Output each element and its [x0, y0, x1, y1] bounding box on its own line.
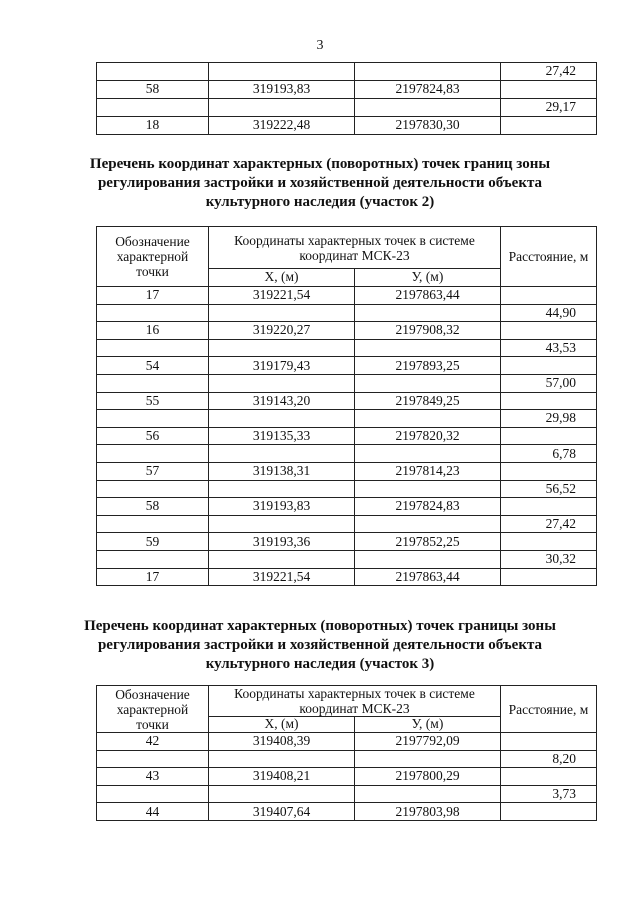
- cell-distance: 30,32: [501, 550, 597, 568]
- table-row: [97, 392, 597, 410]
- cell-point: 56: [97, 427, 209, 445]
- cell-point: [97, 410, 209, 428]
- cell-x: [209, 785, 355, 803]
- cell-distance: [501, 733, 597, 751]
- cell-y: [355, 750, 501, 768]
- cell-distance: 56,52: [501, 480, 597, 498]
- cell-x: 319179,43: [209, 357, 355, 375]
- table-row: [97, 304, 597, 322]
- column-header-y: У, (м): [355, 269, 501, 287]
- cell-point: [97, 374, 209, 392]
- cell-point: 42: [97, 733, 209, 751]
- cell-y: [355, 410, 501, 428]
- table-row: [97, 410, 597, 428]
- column-header-x: Х, (м): [209, 269, 355, 287]
- cell-point: [97, 785, 209, 803]
- cell-x: [209, 63, 355, 81]
- cell-distance: [501, 462, 597, 480]
- cell-distance: [501, 322, 597, 340]
- cell-x: 319407,64: [209, 803, 355, 821]
- cell-distance: [501, 81, 597, 99]
- cell-y: 2197908,32: [355, 322, 501, 340]
- table-row: [97, 550, 597, 568]
- table-row: [97, 322, 597, 340]
- column-header-y: У, (м): [355, 717, 501, 733]
- cell-y: [355, 304, 501, 322]
- column-header-point: Обозначение характерной точки: [97, 227, 209, 287]
- section-heading-area-3: Перечень координат характерных (поворотных) точек границы зоны регулирования застройки и хозяйственной деятельности объекта культурного наследия (участок 3): [84, 618, 556, 672]
- cell-y: 2197893,25: [355, 357, 501, 375]
- cell-point: 17: [97, 287, 209, 305]
- cell-x: [209, 445, 355, 463]
- cell-distance: 3,73: [501, 785, 597, 803]
- table-row: [97, 445, 597, 463]
- cell-distance: 6,78: [501, 445, 597, 463]
- cell-x: [209, 410, 355, 428]
- cell-point: 59: [97, 533, 209, 551]
- table-row: [97, 427, 597, 445]
- page-number: 3: [316, 38, 324, 53]
- cell-y: 2197820,32: [355, 427, 501, 445]
- cell-distance: 43,53: [501, 339, 597, 357]
- column-header-point: Обозначение характерной точки: [97, 686, 209, 733]
- table-row: [97, 750, 597, 768]
- table-row: [97, 117, 597, 135]
- table-body: [97, 63, 597, 135]
- cell-x: 319143,20: [209, 392, 355, 410]
- cell-y: 2197792,09: [355, 733, 501, 751]
- cell-x: 319220,27: [209, 322, 355, 340]
- cell-x: [209, 99, 355, 117]
- cell-distance: 29,98: [501, 410, 597, 428]
- cell-point: 44: [97, 803, 209, 821]
- cell-y: [355, 515, 501, 533]
- column-header-x: Х, (м): [209, 717, 355, 733]
- cell-distance: [501, 427, 597, 445]
- cell-y: 2197830,30: [355, 117, 501, 135]
- cell-y: 2197824,83: [355, 81, 501, 99]
- cell-x: 319221,54: [209, 568, 355, 586]
- column-header-coordinates: Координаты характерных точек в системе координат МСК-23: [209, 227, 501, 269]
- cell-point: 43: [97, 768, 209, 786]
- cell-point: 58: [97, 498, 209, 516]
- cell-distance: 27,42: [501, 515, 597, 533]
- cell-y: [355, 374, 501, 392]
- column-header-distance: Расстояние, м: [501, 686, 597, 733]
- coordinates-table-area-2: [96, 226, 597, 586]
- cell-x: [209, 515, 355, 533]
- table-row: [97, 462, 597, 480]
- cell-point: 16: [97, 322, 209, 340]
- cell-point: [97, 339, 209, 357]
- cell-x: [209, 750, 355, 768]
- cell-x: [209, 339, 355, 357]
- cell-x: 319193,36: [209, 533, 355, 551]
- section-heading-area-2: Перечень координат характерных (поворотных) точек границ зоны регулирования застройки и хозяйственной деятельности объекта культурного наследия (участок 2): [89, 156, 551, 210]
- cell-point: [97, 515, 209, 533]
- cell-distance: [501, 287, 597, 305]
- cell-y: 2197863,44: [355, 287, 501, 305]
- table-row: [97, 81, 597, 99]
- cell-y: 2197800,29: [355, 768, 501, 786]
- cell-distance: [501, 803, 597, 821]
- cell-point: [97, 750, 209, 768]
- coordinates-table-area-3: [96, 685, 597, 821]
- table-body: [97, 287, 597, 586]
- cell-x: [209, 374, 355, 392]
- table-row: [97, 785, 597, 803]
- cell-distance: [501, 768, 597, 786]
- table-row: [97, 498, 597, 516]
- cell-distance: [501, 117, 597, 135]
- cell-point: 17: [97, 568, 209, 586]
- cell-y: [355, 339, 501, 357]
- table-row: [97, 733, 597, 751]
- cell-point: [97, 99, 209, 117]
- cell-y: [355, 63, 501, 81]
- cell-distance: 44,90: [501, 304, 597, 322]
- table-row: [97, 768, 597, 786]
- cell-point: 55: [97, 392, 209, 410]
- column-header-coordinates: Координаты характерных точек в системе координат МСК-23: [209, 686, 501, 717]
- cell-y: 2197849,25: [355, 392, 501, 410]
- cell-y: 2197803,98: [355, 803, 501, 821]
- table-row: [97, 480, 597, 498]
- cell-point: [97, 304, 209, 322]
- table-row: [97, 568, 597, 586]
- cell-point: [97, 480, 209, 498]
- cell-distance: [501, 568, 597, 586]
- cell-x: [209, 304, 355, 322]
- cell-x: 319408,39: [209, 733, 355, 751]
- cell-point: [97, 445, 209, 463]
- cell-point: [97, 550, 209, 568]
- cell-x: [209, 550, 355, 568]
- table-row: [97, 374, 597, 392]
- table-row: [97, 339, 597, 357]
- cell-x: 319135,33: [209, 427, 355, 445]
- cell-x: 319221,54: [209, 287, 355, 305]
- cell-distance: [501, 533, 597, 551]
- table-row: [97, 287, 597, 305]
- table-row: [97, 515, 597, 533]
- cell-y: [355, 550, 501, 568]
- cell-y: 2197824,83: [355, 498, 501, 516]
- cell-point: [97, 63, 209, 81]
- table-body: [97, 733, 597, 821]
- coordinates-table-continued: [96, 62, 597, 135]
- cell-x: [209, 480, 355, 498]
- cell-distance: [501, 498, 597, 516]
- cell-distance: 27,42: [501, 63, 597, 81]
- cell-y: [355, 99, 501, 117]
- cell-y: [355, 785, 501, 803]
- cell-x: 319193,83: [209, 498, 355, 516]
- cell-y: [355, 480, 501, 498]
- cell-distance: 8,20: [501, 750, 597, 768]
- table-row: [97, 63, 597, 81]
- cell-distance: [501, 392, 597, 410]
- cell-point: 58: [97, 81, 209, 99]
- cell-distance: 29,17: [501, 99, 597, 117]
- cell-x: 319222,48: [209, 117, 355, 135]
- cell-distance: 57,00: [501, 374, 597, 392]
- table-row: [97, 357, 597, 375]
- cell-distance: [501, 357, 597, 375]
- cell-point: 54: [97, 357, 209, 375]
- cell-point: 57: [97, 462, 209, 480]
- column-header-distance: Расстояние, м: [501, 227, 597, 287]
- cell-y: 2197814,23: [355, 462, 501, 480]
- cell-y: 2197852,25: [355, 533, 501, 551]
- cell-y: [355, 445, 501, 463]
- cell-x: 319193,83: [209, 81, 355, 99]
- table-row: [97, 803, 597, 821]
- table-row: [97, 533, 597, 551]
- table-row: [97, 99, 597, 117]
- cell-x: 319138,31: [209, 462, 355, 480]
- cell-x: 319408,21: [209, 768, 355, 786]
- cell-point: 18: [97, 117, 209, 135]
- cell-y: 2197863,44: [355, 568, 501, 586]
